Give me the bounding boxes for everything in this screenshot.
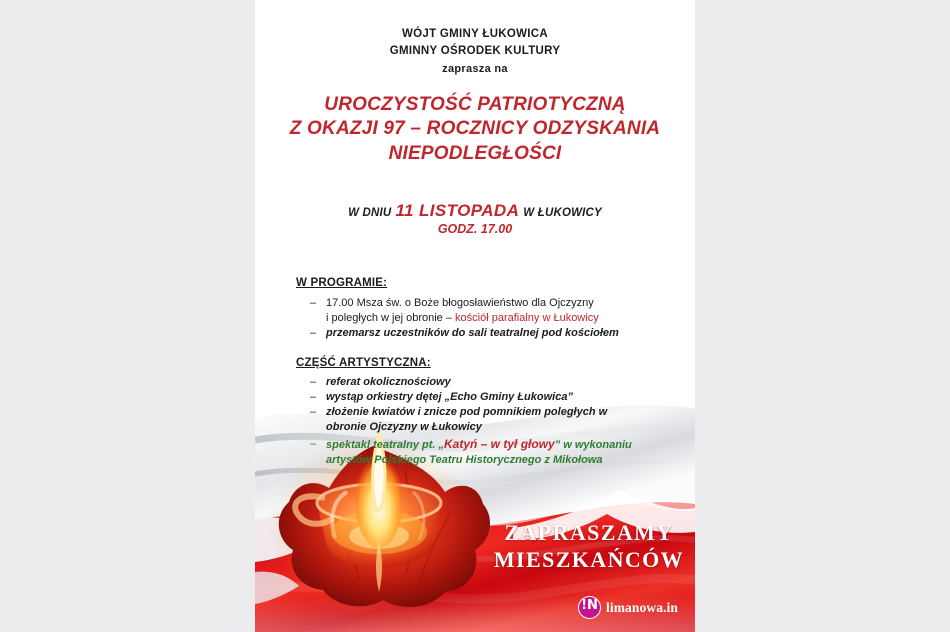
poster-page <box>255 0 695 632</box>
program-item-2-text: przemarsz uczestników do sali teatralnej pod kościołem <box>326 327 619 339</box>
artistic-item-1 <box>310 375 688 390</box>
bullet-dash: – <box>310 327 317 339</box>
organizer-line-1: WÓJT GMINY ŁUKOWICA <box>401 28 549 40</box>
date-day: 11 LISTOPADA <box>395 201 520 220</box>
date-place: W ŁUKOWICY <box>523 207 602 219</box>
artistic-heading: CZĘŚĆ ARTYSTYCZNA: <box>296 357 431 369</box>
bullet-dash: – <box>310 438 317 450</box>
artistic-item-3 <box>310 405 688 434</box>
bullet-dash: – <box>310 406 317 418</box>
program-item-1 <box>310 296 688 325</box>
artistic-item-2-text: wystąp orkiestry dętej „Echo Gminy Łukowica” <box>326 391 573 403</box>
artistic-item-4-post: ” w wykonaniu <box>554 439 632 451</box>
artistic-item-4-pre: spektakl teatralny pt. „ <box>326 439 444 451</box>
event-title-line-3: NIEPODLEGŁOŚCI <box>388 143 562 164</box>
artistic-item-4 <box>310 437 688 467</box>
invites-line: zaprasza na <box>442 63 508 75</box>
invitation-line-2: MIESZKAŃCÓW <box>493 547 685 572</box>
artistic-item-4-play-title: Katyń – w tył głowy <box>444 437 555 451</box>
date-prefix: W DNIU <box>348 207 392 219</box>
event-time: GODZ. 17.00 <box>437 222 513 236</box>
artistic-item-3-text2: obronie Ojczyzny w Łukowicy <box>326 420 482 433</box>
limanowa-watermark[interactable] <box>578 596 678 619</box>
program-item-2 <box>310 326 688 341</box>
artistic-item-1-text: referat okolicznościowy <box>326 376 451 388</box>
organizer-line-2: GMINNY OŚRODEK KULTURY <box>389 45 561 57</box>
artistic-item-4-text2: artystów Polskiego Teatru Historycznego z Mikołowa <box>326 453 603 466</box>
event-date-line <box>255 201 695 221</box>
event-title-line-2: Z OKAZJI 97 – ROCZNICY ODZYSKANIA <box>289 118 661 139</box>
bullet-dash: – <box>310 376 317 388</box>
watermark-label: limanowa.in <box>606 599 678 615</box>
invitation-caption <box>483 519 695 573</box>
program-item-1-text: 17.00 Msza św. o Boże błogosławieństwo dla Ojczyzny <box>326 297 594 309</box>
program-item-1-highlight: kościół parafialny w Łukowicy <box>451 311 599 324</box>
artistic-item-3-text: złożenie kwiatów i znicze pod pomnikiem poległych w <box>326 406 608 418</box>
program-item-1-text2: i poległych w jej obronie – <box>326 311 452 324</box>
bullet-dash: – <box>310 391 317 403</box>
limanowa-badge-icon: !N <box>578 596 601 619</box>
invitation-line-1: ZAPRASZAMY <box>504 520 674 545</box>
event-title-line-1: UROCZYSTOŚĆ PATRIOTYCZNĄ <box>324 94 626 115</box>
artistic-item-2 <box>310 390 688 405</box>
bullet-dash: – <box>310 297 317 309</box>
program-heading: W PROGRAMIE: <box>296 277 388 289</box>
